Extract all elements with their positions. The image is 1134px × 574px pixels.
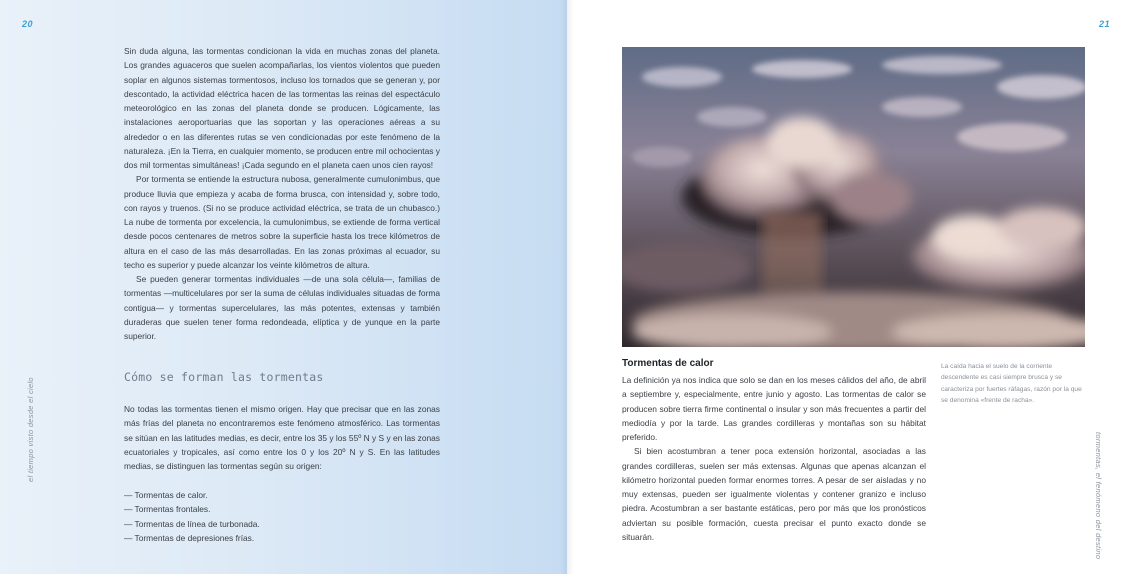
photo-caption: La caída hacia el suelo de la corriente descendente es casi siempre brusca y se caracteriza por fuertes ráfagas, razón por la que se denomina «frente de racha». [941,363,1082,405]
list-item: — Tormentas frontales. [124,504,211,515]
right-body-text [622,373,926,544]
intro-paragraph-3: Se pueden generar tormentas individuales —de una sola célula—, familias de tormentas —multicelulares por ser la suma de células individuales situadas de forma contigua— y tormentas supercelulares, las más potentes, extensas y también duraderas que suelen tener forma redondeada, elíptica y de yunque en la parte superior. [124,274,440,341]
right-paragraph-2: Si bien acostumbran a tener poca extensión horizontal, asociadas a las grandes cordilleras, suelen ser más extensas. Algunas que apenas alcanzan el kilómetro horizontal pueden formar enormes torres. A pesar de ser aisladas y no muy extensas, pueden ser igualmente violentas y contener granizo e incluso piedra. Acostumbran a ser bastante estáticas, pero por más que los pronósticos adviertan su posible formación, cuesta precisar el punto exacto donde se situarán. [622,446,926,542]
right-page [567,0,1134,574]
intro-paragraph-1: Sin duda alguna, las tormentas condicionan la vida en muchas zonas del planeta. Los grandes aguaceros que suelen acompañarlas, los vientos violentos que pueden soplar en algunos sistemas tormentosos, incluso los tornados que se generan y, por descontado, la actividad eléctrica hacen de las tormentas las reinas del espectáculo meteorológico en las zonas del planeta donde se producen. Lógicamente, las instalaciones aeroportuarias que las soportan y las operaciones aéreas a su alrededor o en las diferentes rutas se ven condicionadas por este fenómeno de la naturaleza. ¡En la Tierra, en cualquier momento, se producen entre mil ochocientas y dos mil tormentas simultáneas! ¡Cada segundo en el planeta caen unos cien rayos! [124,46,440,170]
book-gutter [560,0,574,574]
storm-photo-image [622,47,1085,347]
running-title-right: tormentas, el fenómeno del destino [1094,432,1103,560]
page-number-left: 20 [22,19,34,29]
section-heading: Cómo se forman las tormentas [124,370,324,384]
list-item: — Tormentas de depresiones frías. [124,533,255,544]
section-paragraph: No todas las tormentas tienen el mismo origen. Hay que precisar que en las zonas más frías del planeta no encontraremos este fenómeno atmosférico. Las tormentas se sitúan en las latitudes medias, es decir, entre los 35 y los 55º N y S y en las zonas ecuatoriales y tropicales, así como entre los 0 y los 20º N y S. En las latitudes medias, se distinguen las tormentas según su origen: [124,404,440,471]
storm-types-list [124,488,260,546]
list-item: — Tormentas de línea de turbonada. [124,518,260,529]
intro-text [124,44,440,343]
page-number-right: 21 [1098,19,1110,29]
intro-paragraph-2: Por tormenta se entiende la estructura nubosa, generalmente cumulonimbus, que produce lluvia que empieza y acaba de forma brusca, con intensidad y, sobre todo, con rayos y truenos. (Si no se produce actividad eléctrica, se trata de un chubasco.) La nube de tormenta por excelencia, la cumulonimbus, se extiende de forma vertical desde pocos centenares de metros sobre la superficie hasta los trece kilómetros de altura en el caso de las más desarrolladas. En las zonas próximas al ecuador, su techo es superior y puede alcanzar los veinte kilómetros de altura. [124,174,440,270]
storm-photo [622,47,1085,347]
right-paragraph-1: La definición ya nos indica que solo se dan en los meses cálidos del año, de abril a septiembre y, especialmente, entre junio y agosto. Las tormentas de calor se producen sobre tierra firme continental o insular y son más frecuentes a partir del mediodía y por la tarde. Las grandes cordilleras y montañas son su hábitat preferido. [622,375,926,442]
running-title-left: el tiempo visto desde el cielo [26,377,35,482]
subheading: Tormentas de calor [622,358,714,369]
list-item: — Tormentas de calor. [124,490,208,500]
